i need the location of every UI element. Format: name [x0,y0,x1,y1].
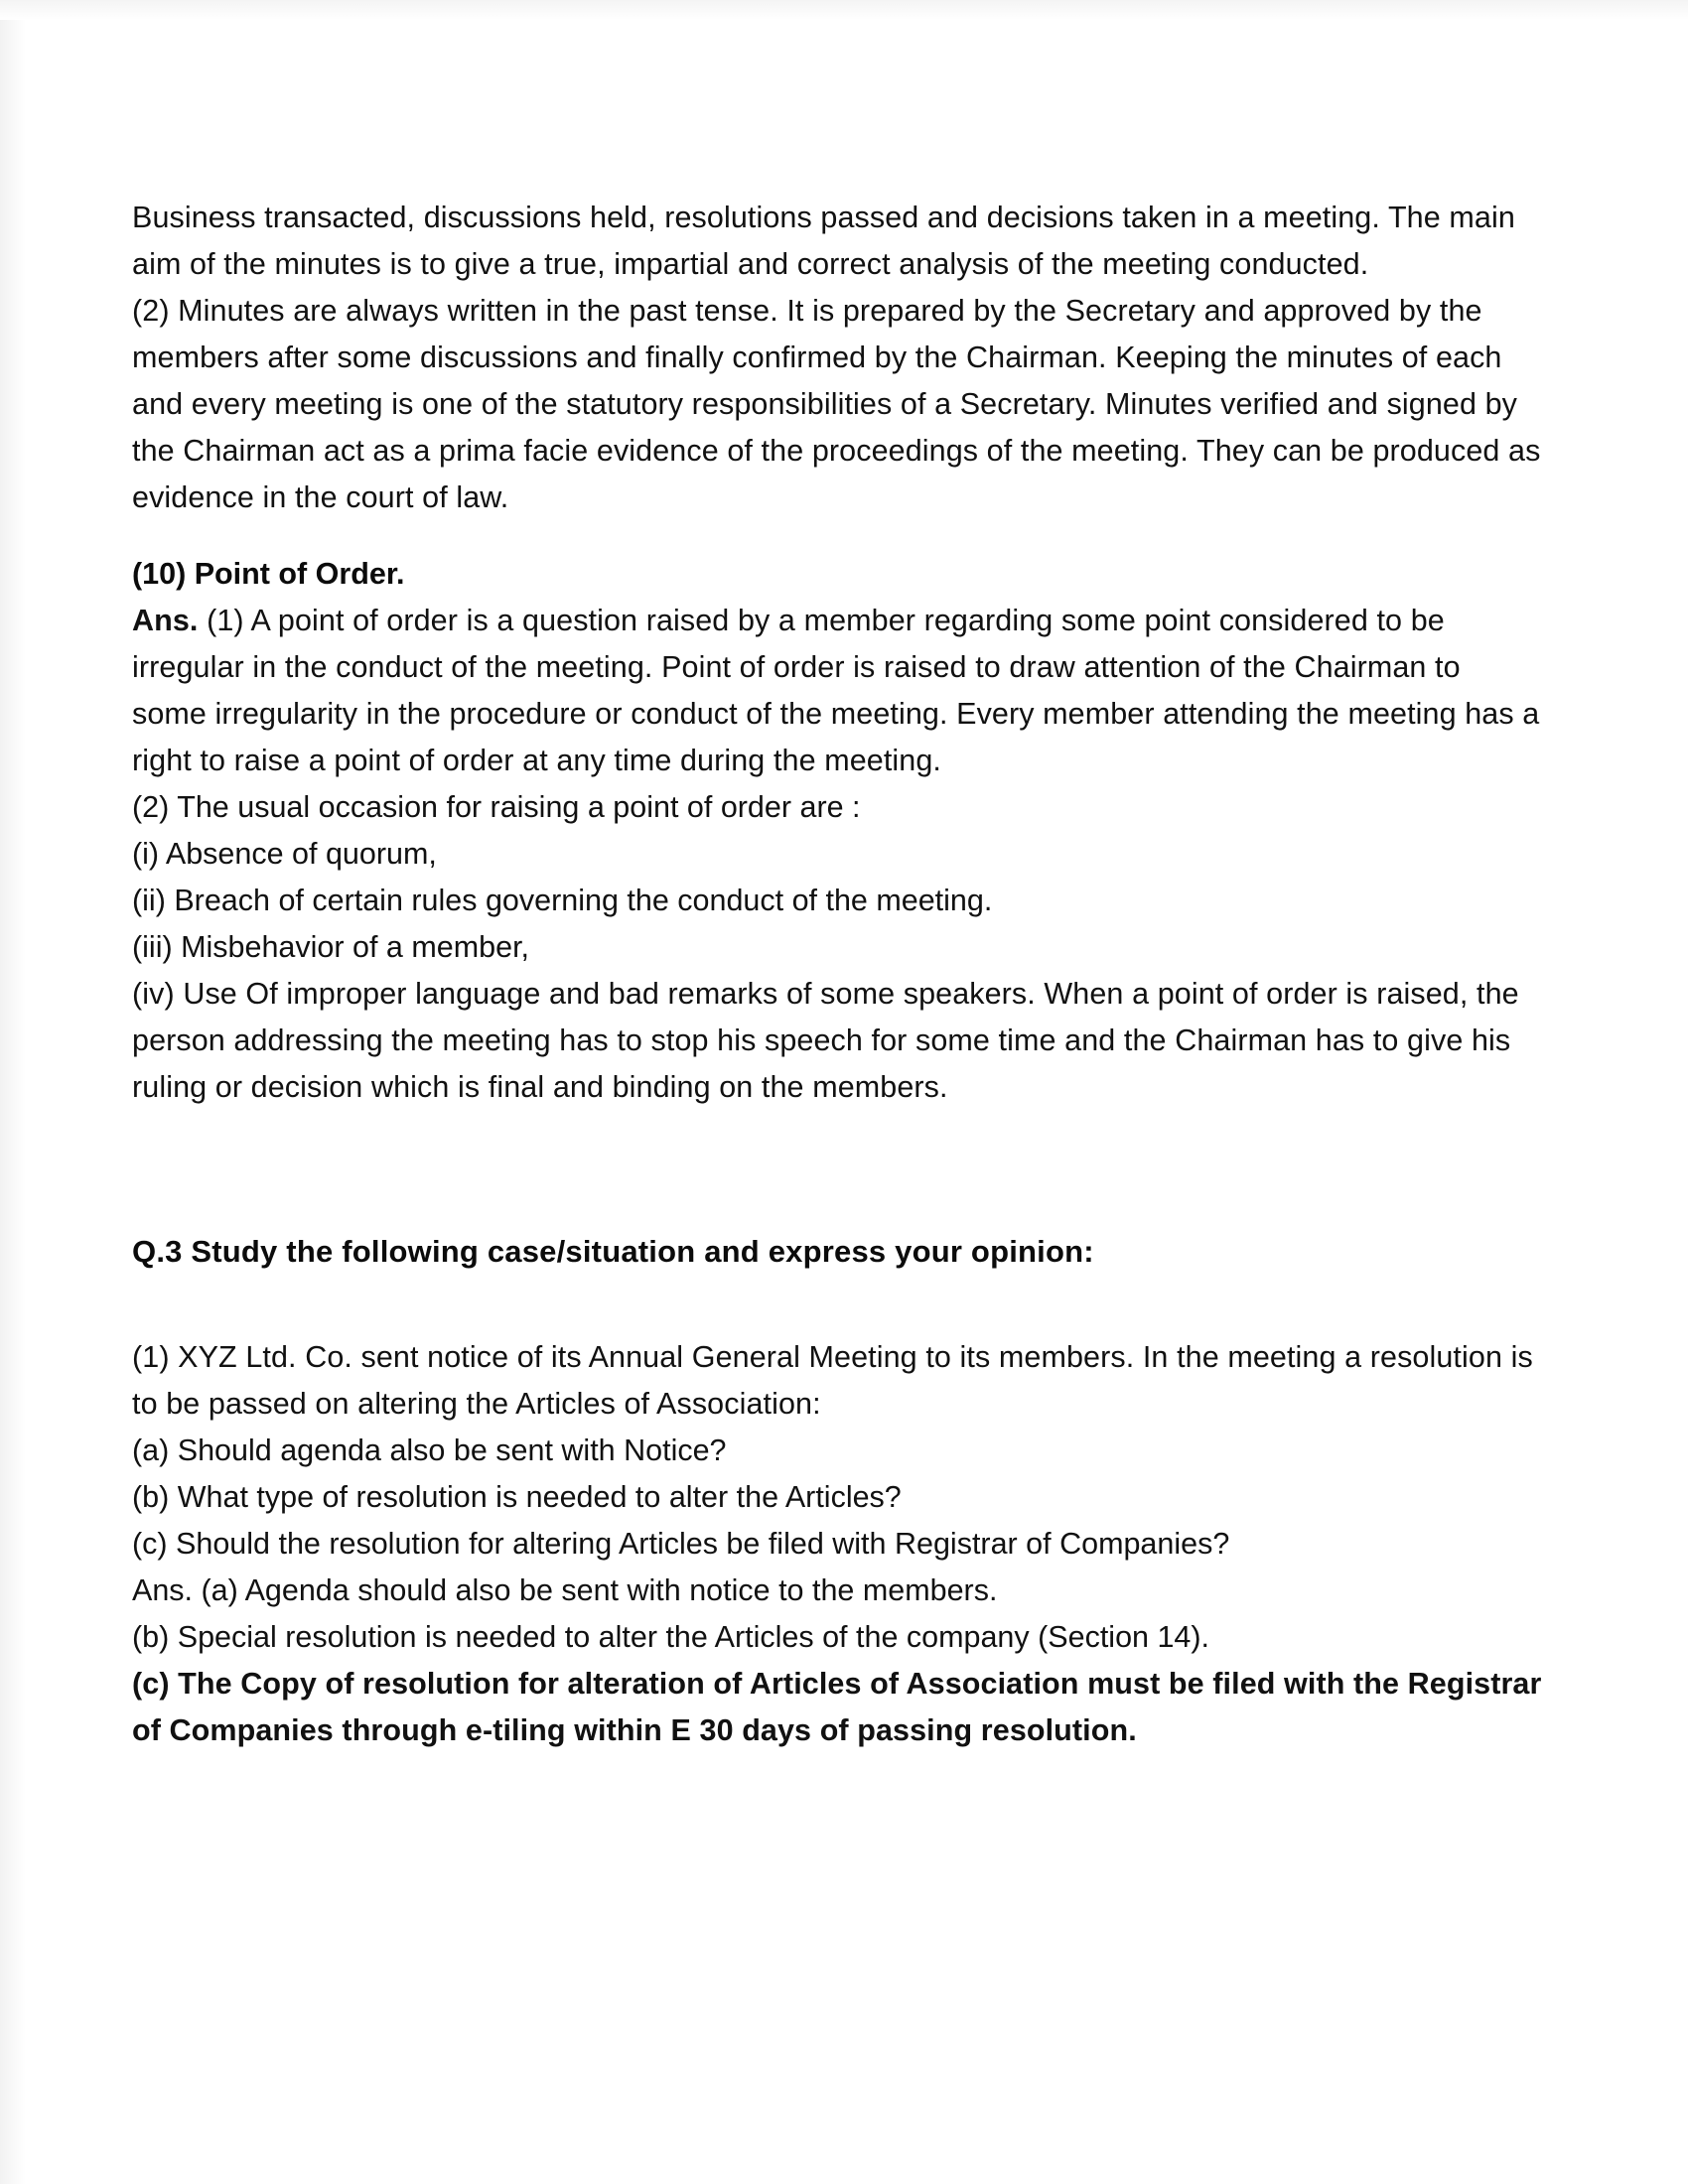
answer-10-paragraph-1 [132,598,1548,784]
answer-10-part-2-intro: (2) The usual occasion for raising a point of order are : [132,790,861,824]
case-question-c: (c) Should the resolution for altering Articles be filed with Registrar of Companies? [132,1527,1230,1561]
spacer-before-question-10 [132,521,1542,551]
intro-paragraph: Business transacted, discussions held, resolutions passed and decisions taken in a meeting. The main aim of the minutes is to give a true, impartial and correct analysis of the meeting conducted. [132,201,1524,281]
spacer-before-question-3 [132,1111,1542,1228]
spacer-after-question-3-heading [132,1275,1542,1334]
scan-edge-shadow-left [0,0,26,2184]
case-answer-b: (b) Special resolution is needed to alter the Articles of the company (Section 14). [132,1620,1210,1654]
occasion-item-iii: (iii) Misbehavior of a member, [132,930,530,964]
scan-edge-shadow-top [0,0,1688,20]
occasion-item-i: (i) Absence of quorum, [132,837,437,871]
question-10-heading: (10) Point of Order. [132,557,405,591]
answer-10-body: (1) A point of order is a question raised by a member regarding some point considered to be irregular in the conduct of the meeting. Point of order is raised to draw attention of the Chairman to some irregularity in the procedure or conduct of the meeting. Every member attending the meeting has a right to raise a point of order at any time during the meeting. [132,604,1548,777]
occasion-item-ii: (ii) Breach of certain rules governing the conduct of the meeting. [132,884,993,917]
case-statement-paragraph: (1) XYZ Ltd. Co. sent notice of its Annual General Meeting to its members. In the meeting a resolution is to be passed on altering the Articles of Association: [132,1340,1542,1421]
document-text-column [132,195,1551,1754]
case-question-b: (b) What type of resolution is needed to alter the Articles? [132,1480,902,1514]
occasion-item-iv: (iv) Use Of improper language and bad remarks of some speakers. When a point of order is raised, the person addressing the meeting has to stop his speech for some time and the Chairman has to give his ruling or decision which is final and binding on the members. [132,977,1528,1104]
case-question-a: (a) Should agenda also be sent with Notice? [132,1433,727,1467]
answer-label-ans: Ans. [132,604,199,637]
question-3-heading: Q.3 Study the following case/situation and express your opinion: [132,1234,1094,1269]
case-answer-a: Ans. (a) Agenda should also be sent with notice to the members. [132,1573,998,1607]
case-answer-c: (c) The Copy of resolution for alteration of Articles of Association must be filed with the Registrar of Companies through e-tiling within E 30 days of passing resolution. [132,1667,1551,1747]
minutes-point-2-paragraph: (2) Minutes are always written in the past tense. It is prepared by the Secretary and approved by the members after some discussions and finally confirmed by the Chairman. Keeping the minutes of each and every meeting is one of the statutory responsibilities of a Secretary. Minutes verified and signed by the Chairman act as a prima facie evidence of the proceedings of the meeting. They can be produced as evidence in the court of law. [132,294,1550,514]
